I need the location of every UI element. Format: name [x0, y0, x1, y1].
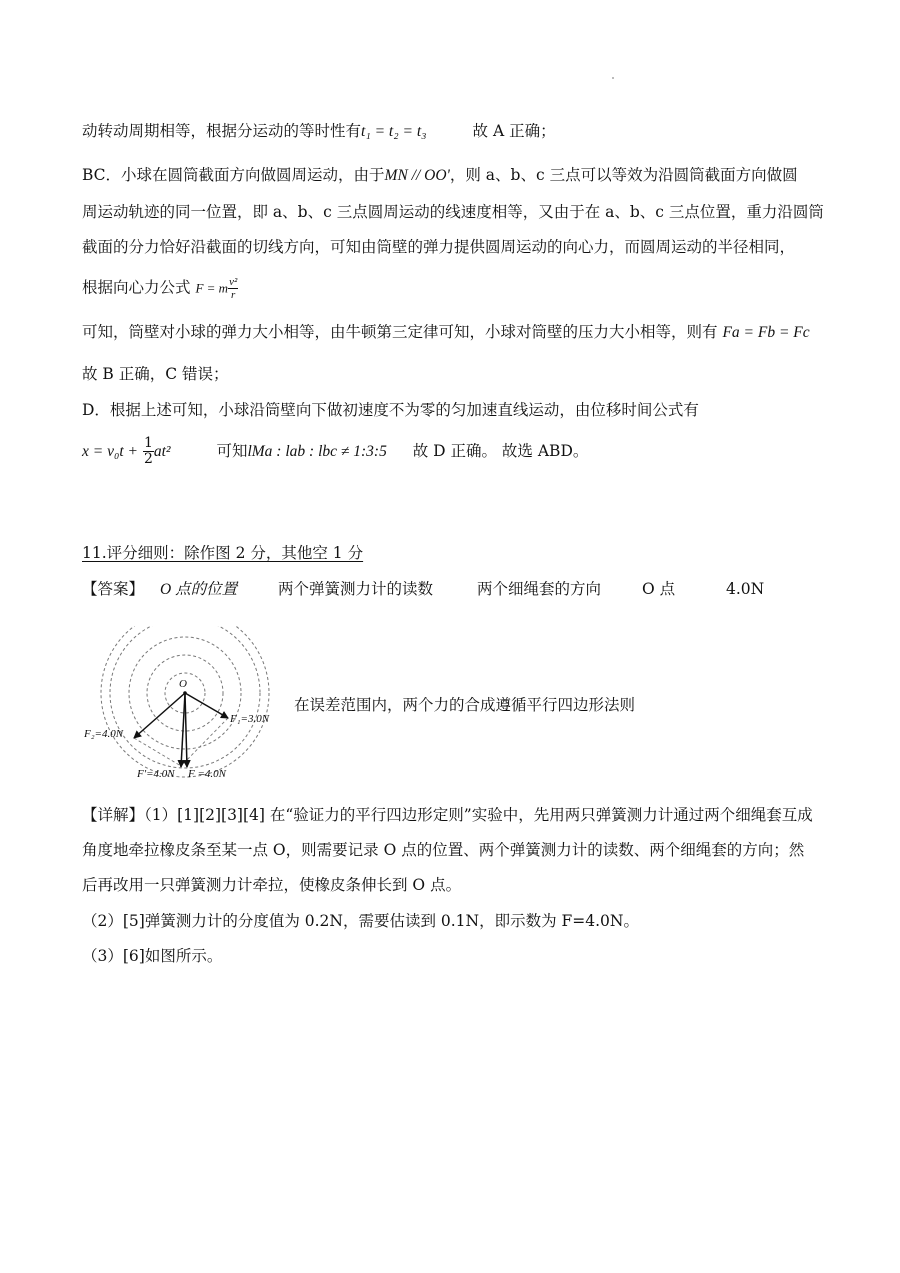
text-line-bc-3: 截面的分力恰好沿截面的切线方向，可知由筒壁的弹力提供圆周运动的向心力，而圆周运动的半径相同，: [82, 238, 796, 256]
arrow-f: [185, 693, 187, 767]
force-diagram: [82, 626, 282, 786]
text-line-b-correct: 故 B 正确，C 错误；: [82, 365, 229, 383]
fraction-v2-r: $\frac{\text{v²}}{r}$: [229, 276, 238, 302]
answer-3: 两个细绳套的方向: [477, 580, 602, 598]
fraction-one-half: $\frac{1}{2}$: [143, 435, 153, 468]
text-line-bc-4: 根据向心力公式 F = m $\frac{\text{v²}}{r}$: [82, 276, 238, 302]
diagram-caption: 在误差范围内，两个力的合成遵循平行四边形法则: [294, 696, 636, 714]
detail-line-4: （2）[5]弹簧测力计的分度值为 0.2N，需要估读到 0.1N，即示数为 F=4.0N。: [82, 912, 639, 930]
label-f1: F₁=3.0N: [230, 713, 270, 725]
text-line-periods: 动转动周期相等，根据分运动的等时性有t₁ = t₂ = t₃ 故 A 正确；: [82, 122, 556, 140]
scan-speck: [612, 77, 614, 79]
arrow-f2: [134, 693, 185, 738]
text-line-bc-1: BC．小球在圆筒截面方向做圆周运动，由于MN // OO'，则 a、b、c 三点可以等效为沿圆筒截面方向做圆: [82, 166, 798, 184]
answer-row: [82, 582, 842, 602]
point-o: [183, 691, 187, 695]
answer-2: 两个弹簧测力计的读数: [278, 580, 434, 598]
label-f-prime: F′=4.0N: [137, 768, 175, 780]
text-line-bc-2: 周运动轨迹的同一位置，即 a、b、c 三点圆周运动的线速度相等，又由于在 a、b、c 三点位置，重力沿圆筒: [82, 203, 824, 221]
text-line-force-equal: 可知，筒壁对小球的弹力大小相等，由牛顿第三定律可知，小球对筒壁的压力大小相等，则有 Fa = Fb = Fc: [82, 323, 810, 341]
answer-label: 【答案】: [82, 580, 145, 598]
detail-line-1: 【详解】（1）[1][2][3][4] 在“验证力的平行四边形定则”实验中，先用两只弹簧测力计通过两个细绳套互成: [82, 806, 813, 824]
detail-line-3: 后再改用一只弹簧测力计牵拉，使橡皮条伸长到 O 点。: [82, 876, 462, 894]
text-line-d-1: D．根据上述可知，小球沿筒壁向下做初速度不为零的匀加速直线运动，由位移时间公式有: [82, 401, 699, 419]
answer-4: O 点: [642, 580, 676, 598]
text-line-d-2: x = v₀t + $\frac{1}{2}$ at² 可知lMa : lab : lbc ≠ 1:3:5 故 D 正确。 故选 ABD。: [82, 435, 589, 468]
equation-parallel: MN // OO': [384, 167, 450, 184]
arrow-f1: [185, 693, 228, 718]
equation-forces: Fa = Fb = Fc: [722, 324, 810, 341]
label-o: O: [179, 678, 187, 690]
answer-1: O 点的位置: [160, 581, 238, 598]
detail-line-2: 角度地牵拉橡皮条至某一点 O，则需要记录 O 点的位置、两个弹簧测力计的读数、两个细绳套的方向；然: [82, 841, 805, 859]
label-f: F =4.0N: [188, 768, 226, 780]
equation-times: t₁ = t₂ = t₃: [361, 123, 427, 140]
label-f2: F₂=4.0N: [84, 728, 124, 740]
equation-displacement: x = v₀t +: [82, 442, 138, 460]
question-11-heading: 11.评分细则：除作图 2 分，其他空 1 分: [82, 544, 364, 562]
equation-centripetal: F = m: [195, 280, 229, 296]
equation-ratio: lMa : lab : lbc ≠ 1:3:5: [247, 442, 387, 460]
detail-line-5: （3）[6]如图所示。: [82, 947, 223, 965]
arrow-f-prime: [181, 693, 185, 767]
answer-5: 4.0N: [726, 580, 765, 598]
